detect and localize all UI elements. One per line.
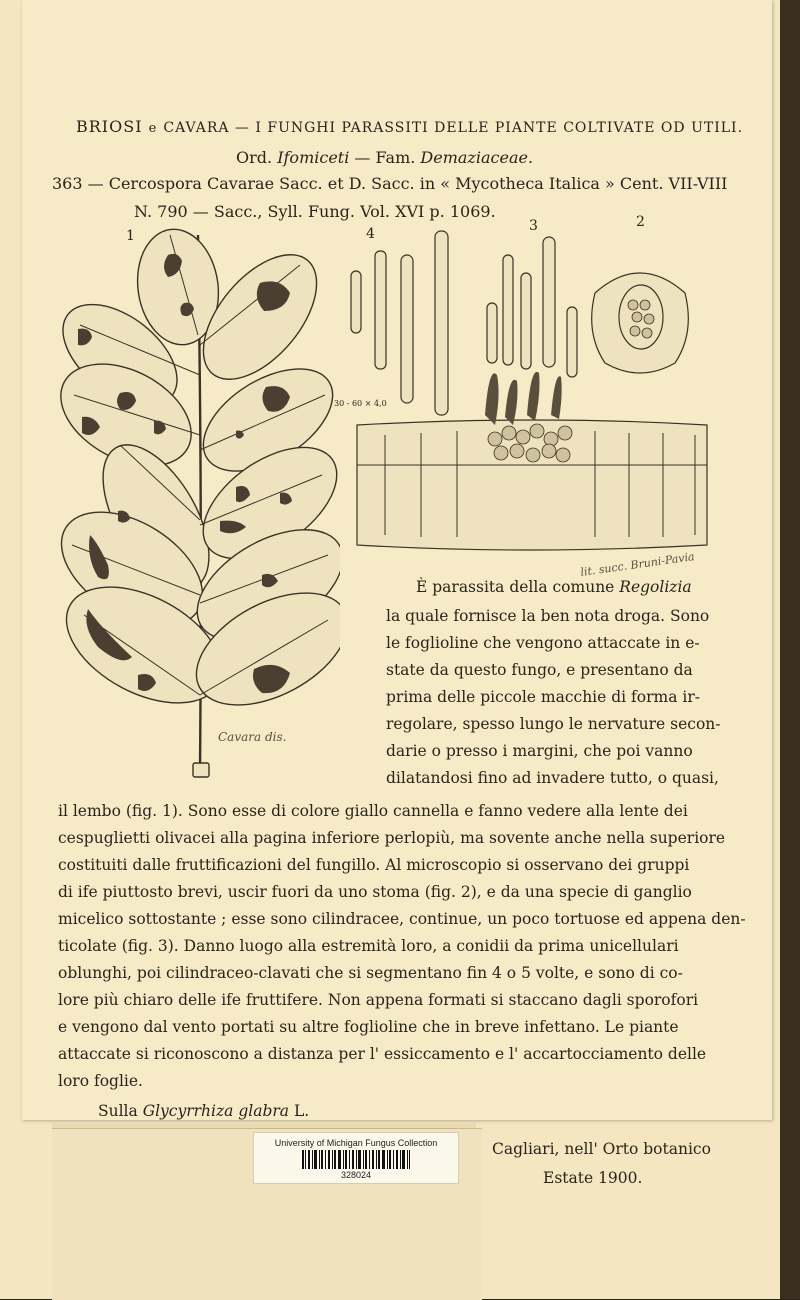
text-line-right-4: state da questo fungo, e presentano da xyxy=(386,661,693,679)
species-line-1: 363 — Cercospora Cavarae Sacc. et D. Sacc. in « Mycotheca Italica » Cent. VII-VIII xyxy=(52,174,728,193)
host-scientific-name: Glycyrrhiza glabra xyxy=(142,1102,290,1120)
text-line-full-1: il lembo (fig. 1). Sono esse di colore giallo cannella e fanno vedere alla lente dei xyxy=(58,802,688,820)
text-line-right-8: dilatandosi fino ad invadere tutto, o quasi, xyxy=(386,769,719,787)
page-header xyxy=(76,117,743,136)
text-line-right-6: regolare, spesso lungo le nervature secon- xyxy=(386,715,721,733)
collection-label-title: University of Michigan Fungus Collection xyxy=(274,1138,438,1148)
host-common-name: Regolizia xyxy=(619,578,692,596)
fig-label-4: 4 xyxy=(366,226,375,242)
header-conjunction: e xyxy=(148,121,158,136)
text-line-full-5: micelico sottostante ; esse sono cilindracee, continue, un poco tortuose ed appena den- xyxy=(58,910,746,928)
order-label: Ord. xyxy=(236,148,273,167)
fig-label-3: 3 xyxy=(529,218,538,234)
text-line-right-1: È parassita della comune Regolizia xyxy=(416,578,692,596)
fig-label-2: 2 xyxy=(636,214,645,230)
text-line-full-3: costituiti dalle fruttificazioni del fungillo. Al microscopio si osservano dei gruppi xyxy=(58,856,690,874)
text-line-full-7: oblunghi, poi cilindraceo-clavati che si segmentano fin 4 o 5 volte, e sono di co- xyxy=(58,964,683,982)
species-line-2: N. 790 — Sacc., Syll. Fung. Vol. XVI p. 1069. xyxy=(134,202,496,221)
text-line-full-2: cespuglietti olivacei alla pagina inferiore perlopiù, ma sovente anche nella superiore xyxy=(58,829,726,847)
host-author: L. xyxy=(293,1102,310,1120)
family-label: — Fam. xyxy=(354,148,416,167)
header-author-1: BRIOSI xyxy=(76,117,143,136)
text-line-right-7: darie o presso i margini, che poi vanno xyxy=(386,742,693,760)
text-line-full-10: attaccate si riconoscono a distanza per l' essiccamento e l' accartocciamento delle xyxy=(58,1045,707,1063)
fig-label-1: 1 xyxy=(126,228,135,244)
text-line-full-8: lore più chiaro delle ife fruttifere. Non appena formati si staccano dagli sporofori xyxy=(58,991,699,1009)
sheet-edge xyxy=(780,0,800,1299)
order-name: Ifomiceti xyxy=(277,148,350,167)
locality-place: Cagliari, nell' Orto botanico xyxy=(492,1140,711,1158)
family-name: Demaziaceae. xyxy=(420,148,534,167)
text-line-right-3: le foglioline che vengono attaccate in e- xyxy=(386,634,700,652)
collection-label xyxy=(253,1132,459,1184)
text-line-full-11: loro foglie. xyxy=(58,1072,143,1090)
order-line xyxy=(236,148,533,167)
host-line xyxy=(98,1104,309,1120)
locality-date: Estate 1900. xyxy=(543,1169,643,1187)
collection-number: 328024 xyxy=(340,1170,372,1180)
text-line-full-9: e vengono dal vento portati su altre foglioline che in breve infettano. Le piante xyxy=(58,1018,679,1036)
text-line-right-5: prima delle piccole macchie di forma ir- xyxy=(386,688,700,706)
illustrator-signature: Cavara dis. xyxy=(218,730,287,744)
leaf-branch-illustration xyxy=(60,225,340,785)
host-prefix: Sulla xyxy=(98,1102,138,1120)
text-line-full-6: ticolate (fig. 3). Danno luogo alla estremità loro, a conidii da prima unicellulari xyxy=(58,937,679,955)
barcode-icon xyxy=(302,1150,410,1169)
header-title: CAVARA — I FUNGHI PARASSITI DELLE PIANTE COLTIVATE OD UTILI. xyxy=(163,120,744,136)
microscopy-illustration xyxy=(345,225,725,565)
text-line-right-2: la quale fornisce la ben nota droga. Sono xyxy=(386,607,710,625)
scale-label: 30 - 60 × 4,0 xyxy=(334,399,387,408)
text-line-full-4: di ife piuttosto brevi, uscir fuori da uno stoma (fig. 2), e da una specie di ganglio xyxy=(58,883,692,901)
lithographer-signature: lit. succ. Bruni-Pavia xyxy=(579,550,696,579)
